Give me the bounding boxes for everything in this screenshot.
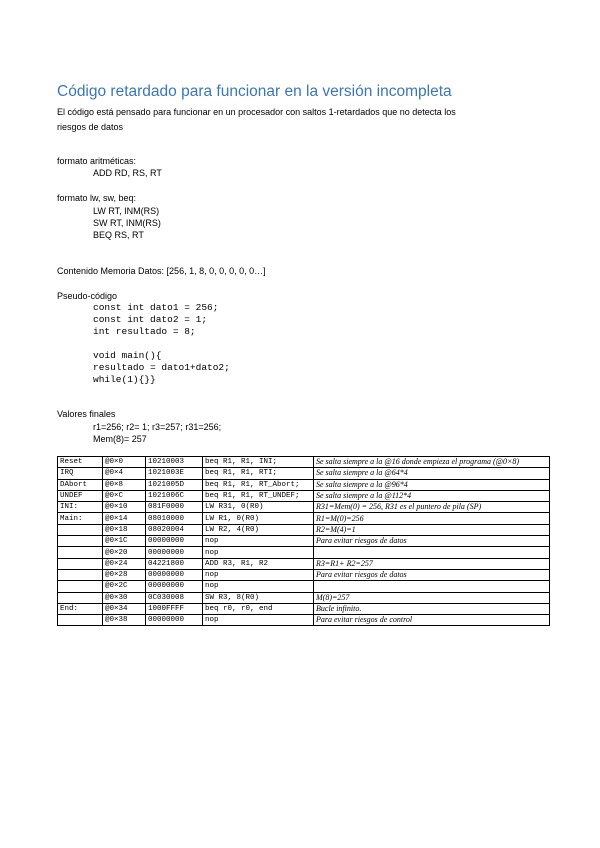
hex-cell: 10210003 xyxy=(146,457,203,468)
address-cell: @0×14 xyxy=(103,513,146,524)
comment-cell: Se salta siempre a la @112*4 xyxy=(314,490,550,501)
label-cell: DAbort xyxy=(58,479,103,490)
instruction-cell: LW R31, 0(R0) xyxy=(203,502,314,513)
pseudo-code-line: while(1){}} xyxy=(93,374,156,385)
instruction-cell: beq R1, R1, RT_UNDEF; xyxy=(203,490,314,501)
comment-cell xyxy=(314,581,550,592)
label-cell xyxy=(58,592,103,603)
address-cell: @0×4 xyxy=(103,468,146,479)
comment-cell xyxy=(314,547,550,558)
instruction-cell: nop xyxy=(203,569,314,580)
comment-cell: R1=M(0)=256 xyxy=(314,513,550,524)
final-values-label: Valores finales xyxy=(57,409,116,419)
label-cell: End: xyxy=(58,603,103,614)
pseudo-code-line: const int dato1 = 256; xyxy=(93,302,219,313)
hex-cell: 00000000 xyxy=(146,536,203,547)
pseudo-code-line: void main(){ xyxy=(93,350,162,361)
table-row xyxy=(58,457,550,468)
comment-cell: R2=M(4)=1 xyxy=(314,524,550,535)
address-cell: @0×34 xyxy=(103,603,146,614)
label-cell xyxy=(58,569,103,580)
comment-cell: R31=Mem(0) = 256, R31 es el puntero de pila (SP) xyxy=(314,502,550,513)
instruction-cell: LW R2, 4(R0) xyxy=(203,524,314,535)
hex-cell: 00000000 xyxy=(146,615,203,626)
instruction-cell: nop xyxy=(203,536,314,547)
hex-cell: 1021003E xyxy=(146,468,203,479)
comment-cell: Para evitar riesgos de datos xyxy=(314,569,550,580)
comment-cell: Se salta siempre a la @64*4 xyxy=(314,468,550,479)
address-cell: @0×30 xyxy=(103,592,146,603)
hex-cell: 1021006C xyxy=(146,490,203,501)
mem-format-line: BEQ RS, RT xyxy=(93,230,144,240)
instruction-cell: nop xyxy=(203,547,314,558)
comment-cell: R3=R1+ R2=257 xyxy=(314,558,550,569)
table-row xyxy=(58,558,550,569)
hex-cell: 04221800 xyxy=(146,558,203,569)
final-values-line: r1=256; r2= 1; r3=257; r31=256; xyxy=(93,422,222,432)
intro-line-1: El código está pensado para funcionar en un procesador con saltos 1-retardados que no detecta los xyxy=(57,107,456,117)
label-cell xyxy=(58,558,103,569)
page-title: Código retardado para funcionar en la versión incompleta xyxy=(57,83,452,100)
instruction-cell: ADD R3, R1, R2 xyxy=(203,558,314,569)
table-row xyxy=(58,502,550,513)
label-cell xyxy=(58,536,103,547)
address-cell: @0×28 xyxy=(103,569,146,580)
address-cell: @0×C xyxy=(103,490,146,501)
label-cell: INI: xyxy=(58,502,103,513)
label-cell: IRQ xyxy=(58,468,103,479)
pseudo-code-label: Pseudo-código xyxy=(57,291,118,301)
pseudo-code-line: const int dato2 = 1; xyxy=(93,314,208,325)
final-values-line: Mem(8)= 257 xyxy=(93,434,147,444)
table-row xyxy=(58,524,550,535)
table-row xyxy=(58,490,550,501)
address-cell: @0×10 xyxy=(103,502,146,513)
mem-format-label: formato lw, sw, beq: xyxy=(57,193,137,203)
pseudo-code-line: resultado = dato1+dato2; xyxy=(93,362,230,373)
instruction-cell: nop xyxy=(203,615,314,626)
instruction-cell: nop xyxy=(203,581,314,592)
table-row xyxy=(58,592,550,603)
instruction-cell: beq r0, r0, end xyxy=(203,603,314,614)
instruction-cell: beq R1, R1, INI; xyxy=(203,457,314,468)
hex-cell: 1000FFFF xyxy=(146,603,203,614)
instruction-cell: LW R1, 0(R0) xyxy=(203,513,314,524)
table-row xyxy=(58,547,550,558)
address-cell: @0×38 xyxy=(103,615,146,626)
address-cell: @0×18 xyxy=(103,524,146,535)
comment-cell: Para evitar riesgos de control xyxy=(314,615,550,626)
comment-cell: Se salta siempre a la @16 donde empieza el programa (@0×8) xyxy=(314,457,550,468)
code-table xyxy=(57,456,550,626)
table-row xyxy=(58,479,550,490)
hex-cell: 08010000 xyxy=(146,513,203,524)
address-cell: @0×20 xyxy=(103,547,146,558)
label-cell xyxy=(58,581,103,592)
table-row xyxy=(58,603,550,614)
comment-cell: M(8)=257 xyxy=(314,592,550,603)
table-row xyxy=(58,513,550,524)
instruction-cell: beq R1, R1, RTI; xyxy=(203,468,314,479)
table-row xyxy=(58,581,550,592)
hex-cell: 00000000 xyxy=(146,547,203,558)
comment-cell: Se salta siempre a la @96*4 xyxy=(314,479,550,490)
comment-cell: Bucle infinito. xyxy=(314,603,550,614)
address-cell: @0×8 xyxy=(103,479,146,490)
label-cell: UNDEF xyxy=(58,490,103,501)
hex-cell: 081F0000 xyxy=(146,502,203,513)
arith-format-label: formato aritméticas: xyxy=(57,156,137,166)
hex-cell: 0C030008 xyxy=(146,592,203,603)
memory-contents: Contenido Memoria Datos: [256, 1, 8, 0, 0, 0, 0, 0…] xyxy=(57,266,266,276)
label-cell xyxy=(58,615,103,626)
table-row xyxy=(58,468,550,479)
address-cell: @0×0 xyxy=(103,457,146,468)
label-cell: Main: xyxy=(58,513,103,524)
address-cell: @0×2C xyxy=(103,581,146,592)
table-row xyxy=(58,536,550,547)
label-cell: Reset xyxy=(58,457,103,468)
table-row xyxy=(58,569,550,580)
hex-cell: 1021005D xyxy=(146,479,203,490)
instruction-cell: beq R1, R1, RT_Abort; xyxy=(203,479,314,490)
pseudo-code-line: int resultado = 8; xyxy=(93,326,196,337)
intro-line-2: riesgos de datos xyxy=(57,122,124,132)
table-row xyxy=(58,615,550,626)
mem-format-line: SW RT, INM(RS) xyxy=(93,218,161,228)
arith-format-line: ADD RD, RS, RT xyxy=(93,168,162,178)
instruction-cell: SW R3, 8(R0) xyxy=(203,592,314,603)
mem-format-line: LW RT, INM(RS) xyxy=(93,206,160,216)
hex-cell: 08020004 xyxy=(146,524,203,535)
hex-cell: 00000000 xyxy=(146,581,203,592)
address-cell: @0×1C xyxy=(103,536,146,547)
hex-cell: 00000000 xyxy=(146,569,203,580)
address-cell: @0×24 xyxy=(103,558,146,569)
label-cell xyxy=(58,524,103,535)
label-cell xyxy=(58,547,103,558)
comment-cell: Para evitar riesgos de datos xyxy=(314,536,550,547)
